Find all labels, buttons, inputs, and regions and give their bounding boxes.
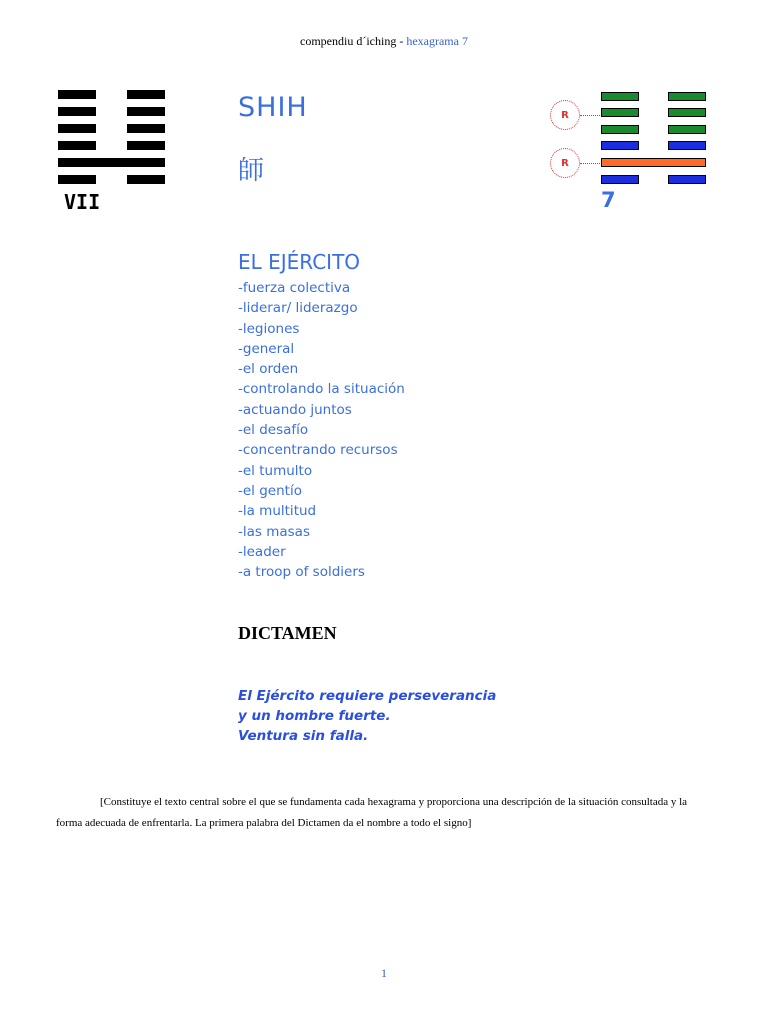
page-header (0, 34, 768, 49)
list-item: -el orden (238, 361, 299, 378)
yin-line-1b (127, 175, 165, 184)
green-line-5a (601, 108, 639, 117)
header-hexagram-link[interactable]: hexagrama 7 (406, 34, 468, 48)
blue-line-3b (668, 141, 706, 150)
yin-line-3a (58, 141, 96, 150)
hexagram-number: 7 (601, 188, 616, 212)
list-item: -fuerza colectiva (238, 280, 351, 296)
note-close-bracket: ] (467, 817, 472, 829)
dictamen-line: El Ejército requiere perseverancia (238, 688, 497, 704)
dictamen-heading: DICTAMEN (238, 623, 337, 643)
yang-line-2 (58, 158, 165, 167)
green-line-4b (668, 125, 706, 134)
marker-connector-upper (580, 115, 600, 116)
list-item: -liderar/ liderazgo (238, 300, 358, 317)
hexagram-colored (548, 90, 708, 190)
roman-numeral: VII (64, 190, 101, 214)
dictamen-text (238, 686, 496, 746)
marker-connector-lower (580, 163, 600, 164)
note-text: Constituye el texto central sobre el que se fundamenta cada hexagrama y proporciona una descripción de la situación consultada y la forma adecuada de enfrentarla. La primera palabra del Dictamen da el nombre a todo el signo (56, 796, 688, 829)
header-prefix: compendiu d´iching - (300, 34, 407, 48)
marker-r-lower: R (550, 148, 580, 178)
yin-line-5b (127, 107, 165, 116)
list-item: -actuando juntos (238, 401, 352, 418)
green-line-6b (668, 92, 706, 101)
meaning-terms (238, 278, 405, 582)
yin-line-1a (58, 175, 96, 184)
list-item: -leader (238, 543, 286, 560)
list-item: -las masas (238, 523, 310, 540)
blue-line-3a (601, 141, 639, 150)
list-item: -el gentío (238, 482, 302, 499)
green-line-6a (601, 92, 639, 101)
yin-line-4a (58, 124, 96, 133)
list-item: -el desafío (238, 422, 309, 439)
blue-line-1b (668, 175, 706, 184)
yin-line-6b (127, 90, 165, 99)
orange-line-2 (601, 158, 706, 167)
note-open-bracket: [ (100, 796, 104, 808)
meaning-title: EL EJÉRCITO (238, 250, 361, 274)
yin-line-4b (127, 124, 165, 133)
hexagram-glyph: 師 (238, 156, 265, 186)
hexagram-left (58, 90, 165, 186)
dictamen-line: Ventura sin falla. (238, 728, 369, 744)
list-item: -el tumulto (238, 462, 313, 479)
page-number: 1 (381, 966, 387, 980)
list-item: -controlando la situación (238, 381, 405, 398)
dictamen-note (56, 792, 716, 834)
dictamen-line: y un hombre fuerte. (238, 708, 391, 724)
blue-line-1a (601, 175, 639, 184)
list-item: -legiones (238, 320, 300, 337)
yin-line-3b (127, 141, 165, 150)
list-item: -general (238, 340, 295, 357)
yin-line-6a (58, 90, 96, 99)
green-line-5b (668, 108, 706, 117)
list-item: -a troop of soldiers (238, 564, 365, 581)
hexagram-title: SHIH (238, 92, 308, 123)
list-item: -concentrando recursos (238, 442, 398, 459)
green-line-4a (601, 125, 639, 134)
yin-line-5a (58, 107, 96, 116)
marker-r-upper: R (550, 100, 580, 130)
list-item: -la multitud (238, 503, 317, 520)
